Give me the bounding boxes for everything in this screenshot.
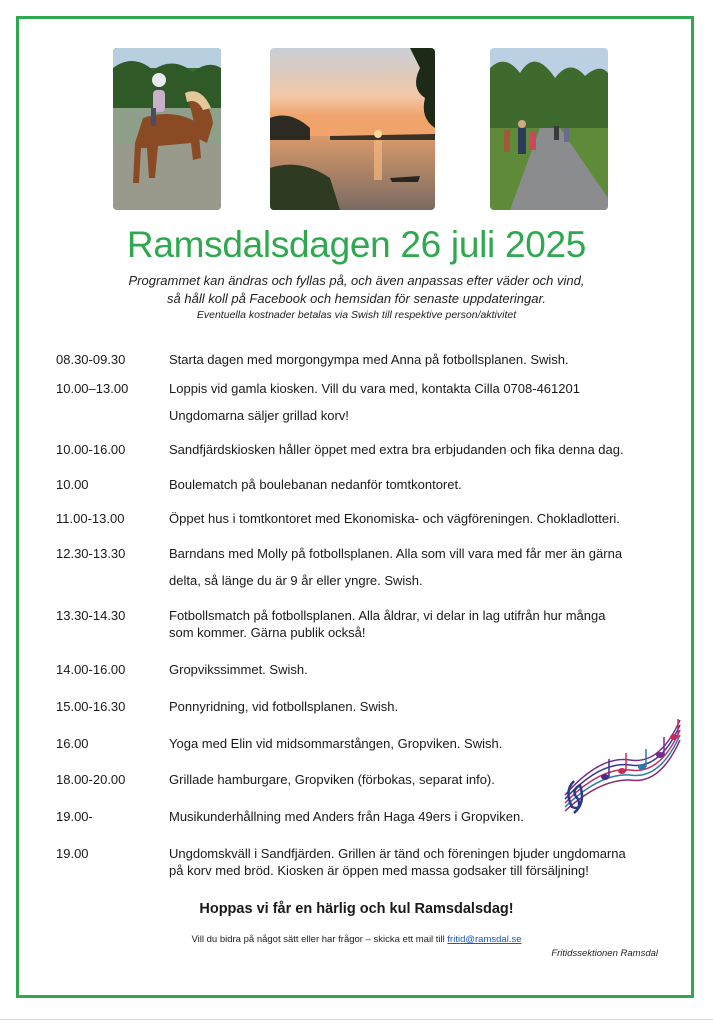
schedule-time: 12.30-13.30 [56, 546, 126, 561]
photo-sunset-lake [270, 48, 435, 210]
subtitle-line-2: så håll koll på Facebook och hemsidan för senaste uppdateringar. [167, 291, 546, 306]
contact-line [0, 934, 713, 945]
schedule-description: Musikunderhållning med Anders från Haga 49ers i Gropviken. [169, 809, 524, 824]
schedule-description: Ponnyridning, vid fotbollsplanen. Swish. [169, 699, 399, 714]
schedule-time: 15.00-16.30 [56, 699, 126, 714]
page-edge-line [0, 1019, 713, 1020]
schedule-time: 19.00 [56, 846, 89, 861]
schedule-time: 18.00-20.00 [56, 772, 126, 787]
subtitle-cost-note: Eventuella kostnader betalas via Swish till respektive person/aktivitet [196, 309, 517, 321]
schedule-description: Sandfjärdskiosken håller öppet med extra bra erbjudanden och fika denna dag. [169, 442, 624, 457]
closing-message: Hoppas vi får en härlig och kul Ramsdalsdag! [199, 901, 514, 917]
photo-pony-ride [113, 48, 221, 210]
schedule-time: 13.30-14.30 [56, 608, 126, 623]
schedule-description: Barndans med Molly på fotbollsplanen. Alla som vill vara med får mer än gärna [169, 546, 623, 561]
schedule-description: Yoga med Elin vid midsommarstången, Gropviken. Swish. [169, 736, 503, 751]
subtitle-line-1: Programmet kan ändras och fyllas på, och även anpassas efter väder och vind, [128, 273, 585, 288]
schedule-time: 16.00 [56, 736, 89, 751]
schedule-time: 11.00-13.00 [56, 511, 125, 526]
schedule-time: 14.00-16.00 [56, 662, 126, 677]
schedule-description: Ungdomarna säljer grillad korv! [169, 408, 349, 423]
schedule-description: Grillade hamburgare, Gropviken (förbokas, separat info). [169, 772, 495, 787]
schedule-description: Boulematch på boulebanan nedanför tomtkontoret. [169, 477, 462, 492]
schedule-description: delta, så länge du är 9 år eller yngre. Swish. [169, 573, 423, 588]
schedule-time: 08.30-09.30 [56, 352, 126, 367]
photo-road-walk [490, 48, 608, 210]
signature: Fritidssektionen Ramsdal [551, 948, 658, 959]
contact-text: Vill du bidra på något sätt eller har frågor – skicka ett mail till [191, 934, 448, 945]
schedule-description: Starta dagen med morgongympa med Anna på fotbollsplanen. Swish. [169, 352, 569, 367]
schedule-description: som kommer. Gärna publik också! [169, 625, 366, 640]
schedule-description: Öppet hus i tomtkontoret med Ekonomiska- och vägföreningen. Chokladlotteri. [169, 511, 620, 526]
contact-email-link[interactable]: fritid@ramsdal.se [447, 934, 522, 945]
schedule-description: Fotbollsmatch på fotbollsplanen. Alla åldrar, vi delar in lag utifrån hur många [169, 608, 606, 623]
schedule-time: 10.00 [56, 477, 89, 492]
schedule-time: 10.00–13.00 [56, 381, 129, 396]
page-title: Ramsdalsdagen 26 juli 2025 [126, 224, 587, 265]
schedule-time: 10.00-16.00 [56, 442, 126, 457]
schedule-time: 19.00- [56, 809, 93, 824]
schedule-description: Ungdomskväll i Sandfjärden. Grillen är tänd och föreningen bjuder ungdomarna [169, 846, 626, 861]
schedule-description: Loppis vid gamla kiosken. Vill du vara med, kontakta Cilla 0708-461201 [169, 381, 580, 396]
schedule-description: Gropvikssimmet. Swish. [169, 662, 308, 677]
music-notes-icon [560, 715, 685, 815]
schedule-description: på korv med bröd. Kiosken är öppen med massa godsaker till försäljning! [169, 863, 589, 878]
